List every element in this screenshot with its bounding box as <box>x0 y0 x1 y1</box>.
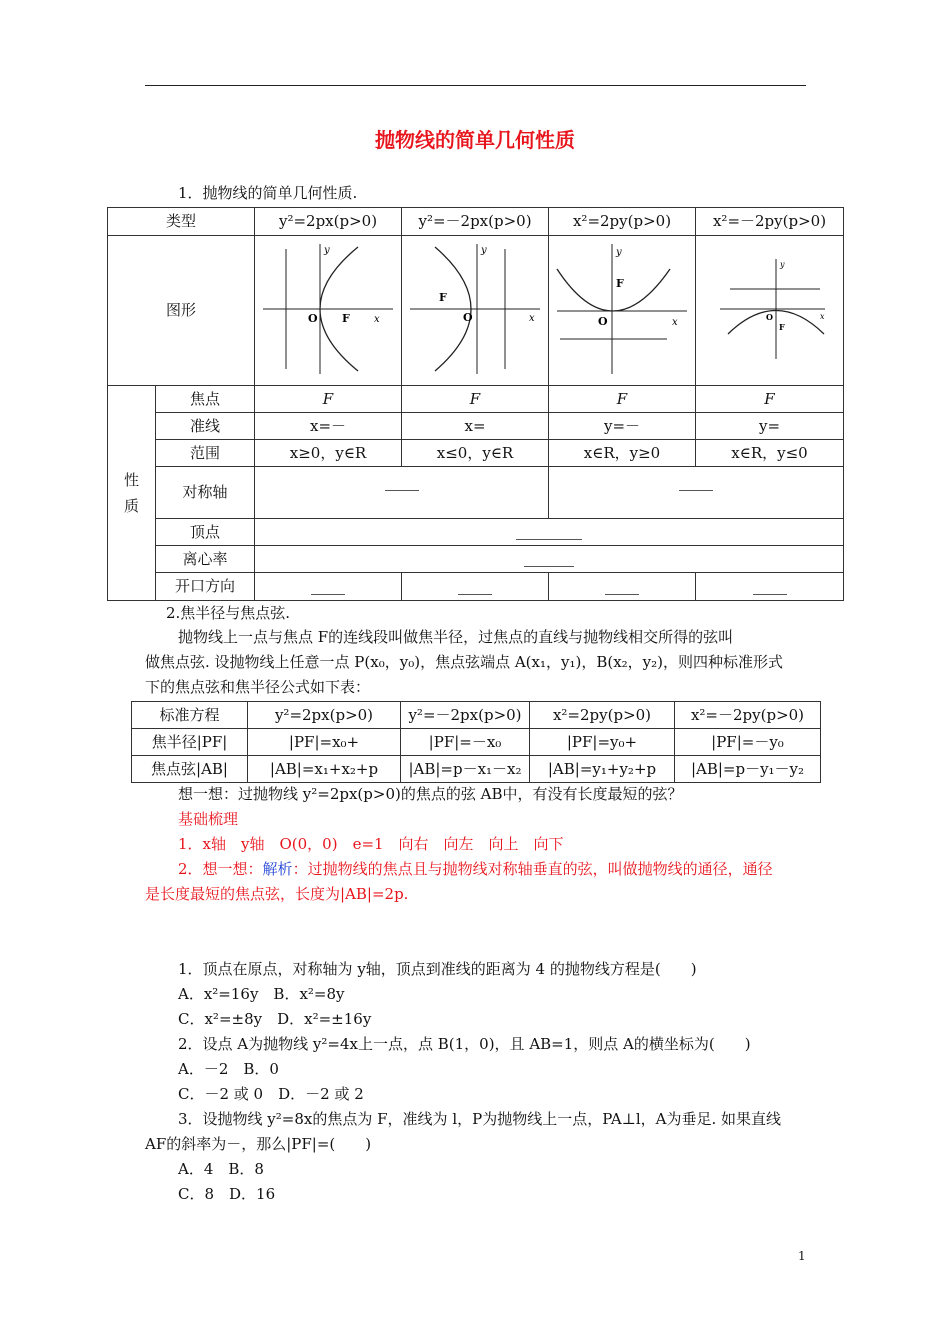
parabola-left-graph <box>405 239 545 379</box>
think-question: 想一想：过抛物线 y²=2px(p>0)的焦点的弦 AB中，有没有长度最短的弦？ <box>178 785 683 803</box>
exercise-line: 1．顶点在原点，对称轴为 y轴，顶点到准线的距离为 4 的抛物线方程是( ) <box>178 960 697 978</box>
type-3: x²=2py(p>0) <box>549 208 696 236</box>
svg-text:O: O <box>598 314 608 328</box>
eccentricity-label: 离心率 <box>156 546 255 573</box>
table-cell: |PF|=－y₀ <box>675 729 821 756</box>
svg-text:y: y <box>779 259 785 269</box>
table-cell: |AB|=p－y₁－y₂ <box>675 756 821 783</box>
answers-line2 <box>178 858 773 879</box>
header-cell: y²=－2px(p>0) <box>401 702 530 729</box>
opening-blank <box>255 573 402 601</box>
range-cell: x≥0，y∈R <box>255 440 402 467</box>
svg-text:y: y <box>481 244 487 256</box>
axis-blank <box>549 467 844 519</box>
parabola-up-graph <box>552 239 692 379</box>
graph-up <box>549 236 696 386</box>
answers-heading: 基础梳理 <box>178 810 239 828</box>
header-rule <box>145 85 806 86</box>
answer-prefix: 2．想一想： <box>178 860 263 878</box>
section1-heading: 1．抛物线的简单几何性质. <box>178 184 358 202</box>
table-cell: |AB|=x₁+x₂+p <box>248 756 401 783</box>
opening-label: 开口方向 <box>156 573 255 601</box>
focus-cell: F <box>696 386 844 413</box>
type-4: x²=－2py(p>0) <box>696 208 844 236</box>
type-1: y²=2px(p>0) <box>255 208 402 236</box>
header-cell: x²=－2py(p>0) <box>675 702 821 729</box>
answers-line3: 是长度最短的焦点弦，长度为|AB|=2p. <box>145 885 409 903</box>
graph-down <box>696 236 844 386</box>
exercise-line: C．x²=±8y D．x²=±16y <box>178 1010 372 1028</box>
range-cell: x∈R，y≥0 <box>549 440 696 467</box>
svg-text:y: y <box>616 246 622 258</box>
section2-line: 做焦点弦. 设抛物线上任意一点 P(x₀，y₀)，焦点弦端点 A(x₁，y₁)，B(x₂，y₂)，则四种标准形式 <box>145 653 784 671</box>
range-label: 范围 <box>156 440 255 467</box>
eccentricity-blank <box>255 546 844 573</box>
svg-text:x: x <box>529 312 535 324</box>
exercise-line: A．4 B．8 <box>178 1160 264 1178</box>
opening-blank <box>549 573 696 601</box>
svg-text:F: F <box>342 311 350 325</box>
table-cell: |PF|=x₀+ <box>248 729 401 756</box>
header-cell: x²=2py(p>0) <box>530 702 675 729</box>
range-cell: x∈R，y≤0 <box>696 440 844 467</box>
page-title: 抛物线的简单几何性质 <box>375 128 575 152</box>
section2-line: 下的焦点弦和焦半径公式如下表： <box>145 678 371 696</box>
exercise-line: A．x²=16y B．x²=8y <box>178 985 345 1003</box>
opening-blank <box>402 573 549 601</box>
answer-text: ：过抛物线的焦点且与抛物线对称轴垂直的弦，叫做抛物线的通径，通径 <box>292 860 773 878</box>
header-cell: y²=2px(p>0) <box>248 702 401 729</box>
exercise-line: AF的斜率为－，那么|PF|=( ) <box>145 1135 372 1153</box>
graph-right <box>255 236 402 386</box>
svg-text:F: F <box>778 321 785 332</box>
svg-text:F: F <box>439 290 447 304</box>
focal-chord-table <box>131 701 821 783</box>
properties-table <box>107 207 844 601</box>
table-cell: |AB|=p－x₁－x₂ <box>401 756 530 783</box>
svg-text:x: x <box>819 311 825 321</box>
svg-text:O: O <box>463 310 473 324</box>
axis-label: 对称轴 <box>156 467 255 519</box>
focus-cell: F <box>549 386 696 413</box>
parabola-right-graph <box>258 239 398 379</box>
exercise-line: A．－2 B．0 <box>178 1060 279 1078</box>
svg-text:x: x <box>374 313 380 325</box>
section2-heading: 2.焦半径与焦点弦. <box>166 604 291 622</box>
property-label: 性质 <box>108 386 156 601</box>
exercise-line: 3．设抛物线 y²=8x的焦点为 F，准线为 l，P为抛物线上一点，PA⊥l，A为垂足. 如果直线 <box>178 1110 782 1128</box>
directrix-cell: x=－ <box>255 413 402 440</box>
directrix-cell: x= <box>402 413 549 440</box>
exercise-line: 2．设点 A为抛物线 y²=4x上一点，点 B(1，0)，且 AB=1，则点 A的横坐标为( ) <box>178 1035 751 1053</box>
focus-label: 焦点 <box>156 386 255 413</box>
svg-text:x: x <box>672 316 678 328</box>
table-cell: |AB|=y₁+y₂+p <box>530 756 675 783</box>
type-label: 类型 <box>108 208 255 236</box>
analysis-label: 解析 <box>262 860 293 878</box>
header-cell: 标准方程 <box>132 702 248 729</box>
graph-label: 图形 <box>108 236 255 386</box>
page-number: 1 <box>798 1249 806 1263</box>
svg-text:O: O <box>765 311 773 322</box>
row-label: 焦半径|PF| <box>132 729 248 756</box>
axis-blank <box>255 467 549 519</box>
focus-cell: F <box>255 386 402 413</box>
answers-line1: 1．x轴 y轴 O(0，0) e=1 向右 向左 向上 向下 <box>178 835 564 853</box>
exercise-line: C．－2 或 0 D．－2 或 2 <box>178 1085 364 1103</box>
exercise-line: C．8 D．16 <box>178 1185 276 1203</box>
section2-line: 抛物线上一点与焦点 F的连线段叫做焦半径，过焦点的直线与抛物线相交所得的弦叫 <box>178 628 734 646</box>
svg-text:O: O <box>308 311 318 325</box>
directrix-cell: y= <box>696 413 844 440</box>
vertex-blank <box>255 519 844 546</box>
range-cell: x≤0，y∈R <box>402 440 549 467</box>
directrix-cell: y=－ <box>549 413 696 440</box>
vertex-label: 顶点 <box>156 519 255 546</box>
parabola-down-graph <box>700 239 840 379</box>
focus-cell: F <box>402 386 549 413</box>
svg-text:y: y <box>324 244 330 256</box>
table-cell: |PF|=y₀+ <box>530 729 675 756</box>
directrix-label: 准线 <box>156 413 255 440</box>
graph-left <box>402 236 549 386</box>
svg-text:F: F <box>616 276 624 290</box>
opening-blank <box>696 573 844 601</box>
type-2: y²=－2px(p>0) <box>402 208 549 236</box>
table-cell: |PF|=－x₀ <box>401 729 530 756</box>
row-label: 焦点弦|AB| <box>132 756 248 783</box>
